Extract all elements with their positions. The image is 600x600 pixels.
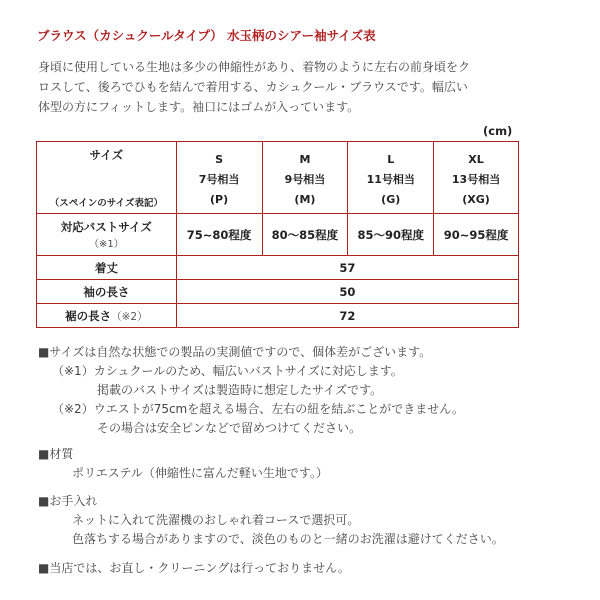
bust-value: 75~80程度 — [176, 214, 262, 256]
care-section — [38, 492, 504, 549]
care-line: 色落ちする場合がありますので、淡色のものと一緒のお洗濯は避けてください。 — [72, 532, 504, 546]
shop-note-text: ■当店では、お直し・クリーニングは行っておりません。 — [38, 561, 350, 575]
table-row-sleeve — [37, 280, 519, 304]
size-name: L — [387, 152, 395, 166]
size-table — [36, 141, 519, 328]
note-2-detail: その場合は安全ピンなどで留めつけてください。 — [97, 421, 362, 435]
size-label-cell — [37, 142, 177, 214]
bust-label-cell — [37, 214, 177, 256]
sleeve-value: 50 — [176, 280, 518, 304]
table-row-header — [37, 142, 519, 214]
size-header-m — [262, 142, 348, 214]
sleeve-label: 袖の長さ — [37, 280, 177, 304]
material-section — [38, 445, 328, 483]
size-label: サイズ — [89, 147, 124, 162]
table-row-length — [37, 256, 519, 280]
bust-value: 80～85程度 — [262, 214, 348, 256]
shop-note — [38, 559, 350, 578]
length-label: 着丈 — [37, 256, 177, 280]
size-jp: 7号相当 — [198, 172, 240, 186]
length-value: 57 — [176, 256, 518, 280]
size-jp: 11号相当 — [366, 172, 415, 186]
size-header-s — [176, 142, 262, 214]
care-line: ネットに入れて洗濯機のおしゃれ着コースで選択可。 — [72, 513, 360, 527]
page-title: ブラウス（カシュクールタイプ） 水玉柄のシアー袖サイズ表 — [37, 28, 376, 43]
spain-label: （スペインのサイズ表記） — [49, 197, 163, 209]
hem-label: 裾の長さ — [65, 308, 112, 323]
size-jp: 9号相当 — [284, 172, 326, 186]
size-header-l — [348, 142, 434, 214]
table-row-bust — [37, 214, 519, 256]
intro-line: ロスして、後ろでひもを結んで着用する、カシュクール・ブラウスです。幅広い — [38, 80, 468, 94]
size-jp: 13号相当 — [451, 172, 501, 186]
care-heading: ■お手入れ — [38, 494, 98, 508]
size-spain: (XG) — [462, 192, 490, 206]
material-text: ポリエステル（伸縮性に富んだ軽い生地です。） — [72, 466, 328, 480]
size-name: S — [215, 152, 224, 166]
intro-line: 身頃に使用している生地は多少の伸縮性があり、着物のように左右の前身頃をク — [38, 60, 471, 74]
intro-text — [38, 57, 568, 117]
bust-note: （※1） — [88, 239, 124, 250]
note-1-detail: 掲載のバストサイズは製造時に想定したサイズです。 — [97, 383, 383, 397]
bust-value: 90~95程度 — [434, 214, 519, 256]
hem-value: 72 — [176, 304, 518, 328]
bust-label: 対応バストサイズ — [60, 220, 152, 234]
size-spain: (M) — [294, 192, 316, 206]
size-name: XL — [468, 152, 484, 166]
size-note: ■サイズは自然な状態での製品の実測値ですので、個体差がございます。 — [38, 345, 432, 359]
size-spain: (G) — [381, 192, 401, 206]
hem-label-cell — [37, 304, 177, 328]
intro-line: 体型の方にフィットします。袖口にはゴムが入っています。 — [38, 100, 360, 114]
material-heading: ■材質 — [38, 447, 74, 461]
note-2: （※2）ウエストが75cmを超える場合、左右の紐を結ぶことができません。 — [52, 402, 464, 416]
unit-label: (cm) — [483, 124, 513, 138]
size-header-xl — [434, 142, 519, 214]
size-notes — [38, 343, 464, 438]
table-row-hem — [37, 304, 519, 328]
hem-note: （※2） — [111, 310, 148, 323]
size-spain: (P) — [210, 192, 229, 206]
size-name: M — [299, 152, 311, 166]
note-1: （※1）カシュクールのため、幅広いバストサイズに対応します。 — [52, 364, 403, 378]
bust-value: 85～90程度 — [348, 214, 434, 256]
